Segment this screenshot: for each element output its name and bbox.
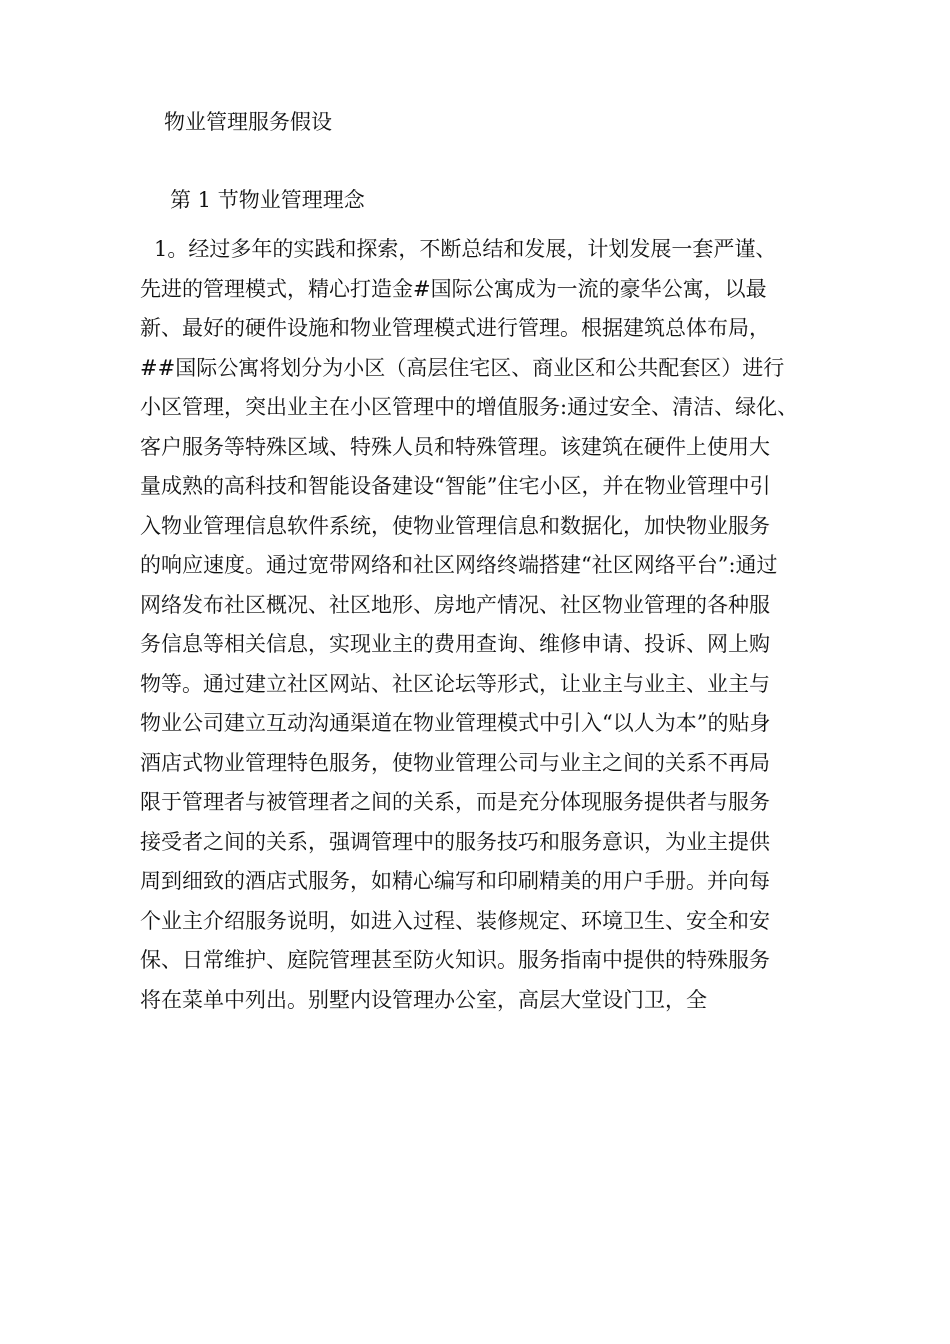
paragraph-line: 物业公司建立互动沟通渠道在物业管理模式中引入“以人为本”的贴身 <box>140 711 771 735</box>
paragraph-line: 小区管理，突出业主在小区管理中的增值服务:通过安全、清洁、绿化、 <box>140 395 799 419</box>
paragraph-line: 先进的管理模式，精心打造金#国际公寓成为一流的豪华公寓，以最 <box>140 276 767 301</box>
paragraph-line: 网络发布社区概况、社区地形、房地产情况、社区物业管理的各种服 <box>140 592 770 617</box>
paragraph-line: ##国际公寓将划分为小区（高层住宅区、商业区和公共配套区）进行 <box>140 355 785 380</box>
paragraph-line: 务信息等相关信息，实现业主的费用查询、维修申请、投诉、网上购 <box>140 632 770 656</box>
paragraph-line: 个业主介绍服务说明，如进入过程、装修规定、环境卫生、安全和安 <box>140 908 770 933</box>
document-title: 物业管理服务假设 <box>164 110 332 134</box>
paragraph-line: 将在菜单中列出。别墅内设管理办公室，高层大堂设门卫，全 <box>140 987 707 1012</box>
paragraph-line: 物等。通过建立社区网站、社区论坛等形式，让业主与业主、业主与 <box>140 671 770 696</box>
paragraph-line: 周到细致的酒店式服务，如精心编写和印刷精美的用户手册。并向每 <box>140 869 770 893</box>
paragraph-line: 限于管理者与被管理者之间的关系，而是充分体现服务提供者与服务 <box>140 790 770 814</box>
paragraph-line: 1。经过多年的实践和探索，不断总结和发展，计划发展一套严谨、 <box>154 237 777 261</box>
paragraph-line: 新、最好的硬件设施和物业管理模式进行管理。根据建筑总体布局， <box>140 316 770 340</box>
paragraph-line: 酒店式物业管理特色服务，使物业管理公司与业主之间的关系不再局 <box>140 750 770 775</box>
paragraph-line: 的响应速度。通过宽带网络和社区网络终端搭建“社区网络平台”:通过 <box>140 553 778 577</box>
paragraph-line: 接受者之间的关系，强调管理中的服务技巧和服务意识，为业主提供 <box>140 829 770 854</box>
section-heading: 第 1 节物业管理理念 <box>170 188 365 212</box>
paragraph-line: 客户服务等特殊区域、特殊人员和特殊管理。该建筑在硬件上使用大 <box>140 434 770 459</box>
paragraph-line: 量成熟的高科技和智能设备建设“智能”住宅小区，并在物业管理中引 <box>140 474 771 498</box>
paragraph-line: 入物业管理信息软件系统，使物业管理信息和数据化，加快物业服务 <box>140 513 770 538</box>
body-paragraph <box>140 230 840 1020</box>
paragraph-line: 保、日常维护、庭院管理甚至防火知识。服务指南中提供的特殊服务 <box>140 948 770 972</box>
